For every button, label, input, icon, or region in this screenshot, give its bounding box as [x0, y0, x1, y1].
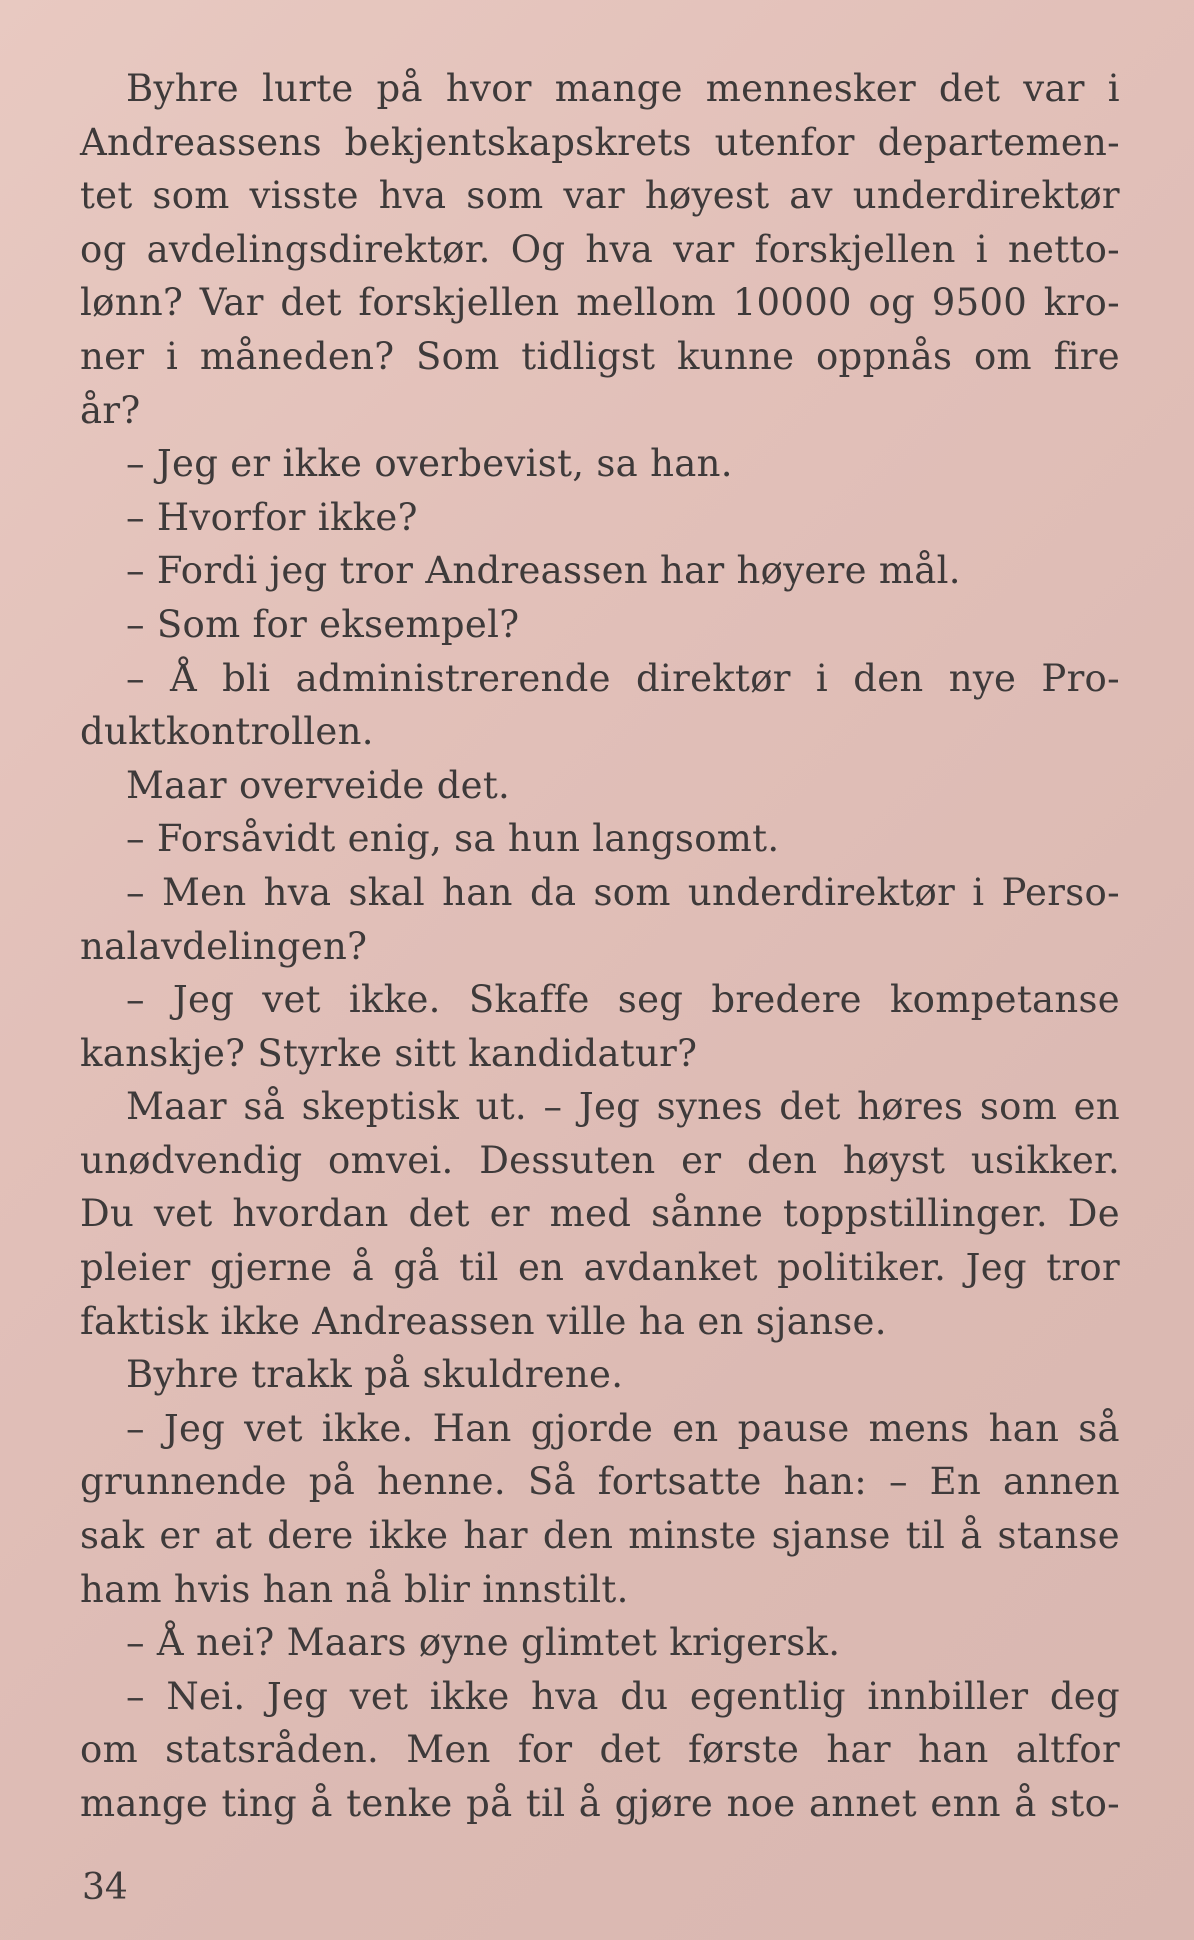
word: minste	[628, 1514, 757, 1558]
text-line	[80, 652, 1120, 706]
word: Og	[510, 227, 566, 271]
word: lurte	[261, 67, 354, 110]
text-line: – Å nei? Maars øyne glimtet krigersk.	[126, 1621, 841, 1665]
word: mange	[80, 1782, 209, 1825]
word: på	[376, 67, 423, 110]
text-line	[80, 1670, 1120, 1724]
word: på	[308, 1460, 356, 1504]
word: enn	[930, 1782, 1001, 1825]
word: Så	[527, 1460, 576, 1504]
word: han	[917, 1728, 989, 1772]
word: Maar	[126, 1085, 227, 1129]
word: bli	[222, 656, 271, 700]
word: fortsatte	[597, 1460, 762, 1504]
text-line	[80, 1723, 1120, 1777]
word: var	[673, 227, 735, 271]
word: –	[126, 1674, 145, 1718]
text-line	[80, 1187, 1120, 1241]
word: Pro-	[1041, 656, 1120, 700]
word: i	[975, 227, 988, 271]
word: for	[517, 1728, 573, 1772]
text-line: nalavdelingen?	[80, 924, 368, 968]
word: tet	[80, 174, 133, 218]
word: er	[159, 1514, 200, 1558]
word: direktør	[636, 656, 791, 700]
word: 9500	[931, 281, 1028, 325]
word: forskjellen	[754, 227, 956, 271]
word: hva	[263, 870, 332, 914]
word: dere	[267, 1514, 354, 1558]
word: Jeg	[172, 978, 235, 1022]
word: Men	[161, 870, 247, 914]
word: visste	[249, 174, 359, 218]
word: er	[681, 1138, 722, 1182]
word: Du	[80, 1192, 135, 1236]
text-line	[80, 116, 1120, 170]
word: høyest	[644, 174, 770, 218]
word: Perso-	[1001, 870, 1120, 914]
word: høres	[857, 1085, 964, 1129]
word: høyst	[842, 1138, 946, 1182]
word: oppnås	[815, 334, 953, 378]
word: tenke	[346, 1782, 453, 1825]
word: å	[960, 1514, 983, 1558]
word: skeptisk	[301, 1085, 460, 1129]
word: å	[1014, 1782, 1037, 1825]
word: Som	[416, 334, 500, 378]
word: seg	[617, 978, 684, 1022]
word: annen	[1003, 1460, 1120, 1504]
word: gjøre	[614, 1782, 714, 1825]
word: unødvendig	[80, 1138, 303, 1182]
word: tror	[1046, 1246, 1120, 1290]
word: statsråden.	[165, 1728, 380, 1772]
text-line: duktkontrollen.	[80, 710, 374, 754]
text-line: Maar overveide det.	[126, 763, 511, 807]
word: politiker.	[777, 1246, 947, 1290]
word: på	[466, 1782, 513, 1825]
word: har	[463, 1514, 528, 1558]
word: Han	[432, 1406, 512, 1450]
text-line	[80, 62, 1120, 116]
word: som	[152, 174, 230, 218]
word: noe	[726, 1782, 796, 1825]
text-line	[80, 223, 1120, 277]
word: pause	[737, 1406, 850, 1450]
word: til	[525, 1782, 566, 1825]
word: Skaffe	[468, 978, 590, 1022]
word: å	[578, 1782, 602, 1825]
word: ikke.	[321, 1406, 414, 1450]
word: som	[593, 870, 671, 914]
word: altfor	[1015, 1728, 1120, 1772]
word: i	[1107, 67, 1120, 110]
word: kunne	[676, 334, 795, 378]
word: at	[214, 1514, 253, 1558]
word: i	[972, 870, 985, 914]
text-line: faktisk ikke Andreassen ville ha en sjanse.	[80, 1299, 887, 1343]
word: Jeg	[266, 1674, 329, 1718]
word: usikker.	[970, 1138, 1120, 1182]
word: fire	[1053, 334, 1120, 378]
text-line	[80, 330, 1120, 384]
word: om	[973, 334, 1032, 378]
word: det	[779, 1085, 841, 1129]
word: han	[988, 1406, 1060, 1450]
word: å	[310, 1782, 333, 1825]
word: nye	[948, 656, 1017, 700]
word: ting	[221, 1782, 297, 1825]
word: tidligst	[521, 334, 656, 378]
word: Jeg	[163, 1406, 226, 1450]
word: Andreassens	[80, 120, 322, 164]
word: den	[853, 656, 924, 700]
word: til	[459, 1246, 499, 1290]
word: gå	[393, 1246, 440, 1290]
word: som	[466, 174, 544, 218]
word: i	[815, 656, 829, 700]
word: han	[442, 870, 513, 914]
word: innbiller	[867, 1674, 1029, 1718]
word: en	[517, 1246, 565, 1290]
text-line	[80, 1241, 1120, 1295]
word: så	[1078, 1406, 1120, 1450]
word: med	[549, 1192, 632, 1236]
word: gjerne	[210, 1246, 333, 1290]
word: og	[868, 281, 916, 325]
word: –	[888, 1460, 908, 1504]
word: netto-	[1007, 227, 1120, 271]
word: kro-	[1043, 281, 1120, 325]
word: da	[529, 870, 577, 914]
word: hva	[585, 227, 654, 271]
word: sto-	[1050, 1782, 1120, 1825]
word: utenfor	[714, 120, 855, 164]
word: måneden?	[199, 334, 395, 378]
word: sak	[80, 1514, 145, 1558]
word: en	[1073, 1085, 1120, 1129]
word: skal	[348, 870, 426, 914]
word: hva	[378, 174, 447, 218]
word: en	[672, 1406, 719, 1450]
text-line	[80, 1080, 1120, 1134]
word: mens	[868, 1406, 970, 1450]
text-line	[80, 1777, 1120, 1831]
word: omvei.	[328, 1138, 454, 1182]
word: 10000	[732, 281, 852, 325]
word: ut.	[475, 1085, 527, 1129]
word: –	[543, 1085, 563, 1129]
word: hvor	[445, 67, 532, 110]
word: toppstillinger.	[782, 1192, 1048, 1236]
word: De	[1067, 1192, 1120, 1236]
word: grunnende	[80, 1460, 287, 1504]
text-line	[80, 276, 1120, 330]
word: sjanse	[771, 1514, 891, 1558]
word: vet	[153, 1192, 213, 1236]
word: Men	[406, 1728, 491, 1772]
word: den	[746, 1138, 818, 1182]
word: han:	[783, 1460, 868, 1504]
word: til	[905, 1514, 946, 1558]
word: pleier	[80, 1246, 191, 1290]
word: og	[80, 227, 127, 271]
word: –	[126, 870, 145, 914]
word: henne.	[377, 1460, 506, 1504]
body-text	[80, 62, 1120, 1831]
word: den	[542, 1514, 614, 1558]
word: Dessuten	[479, 1138, 656, 1182]
word: ikke.	[348, 978, 441, 1022]
word: vet	[244, 1406, 303, 1450]
word: synes	[656, 1085, 763, 1129]
word: avdelingsdirektør.	[146, 227, 491, 271]
text-line	[80, 973, 1120, 1027]
word: du	[620, 1674, 669, 1718]
word: det	[408, 1192, 470, 1236]
word: av	[789, 174, 833, 218]
word: å	[351, 1246, 375, 1290]
word: det	[280, 281, 342, 325]
word: har	[826, 1728, 891, 1772]
word: Var	[199, 281, 264, 325]
word: bekjentskapskrets	[344, 120, 692, 164]
word: det	[599, 1728, 661, 1772]
word: –	[126, 978, 145, 1022]
word: En	[929, 1460, 982, 1504]
word: som	[979, 1085, 1058, 1129]
word: om	[80, 1728, 138, 1772]
word: ikke	[368, 1514, 449, 1558]
text-line	[80, 866, 1120, 920]
word: kompetanse	[889, 978, 1120, 1022]
word: departemen-	[877, 120, 1120, 164]
word: annet	[808, 1782, 917, 1825]
word: mange	[554, 67, 683, 110]
text-line: år?	[80, 388, 141, 432]
word: mellom	[576, 281, 717, 325]
word: stanse	[997, 1514, 1120, 1558]
text-line	[80, 1455, 1120, 1509]
page-number: 34	[82, 1867, 128, 1908]
word: i	[166, 334, 179, 378]
word: administrerende	[295, 656, 611, 700]
word: underdirektør	[852, 174, 1120, 218]
word: var	[1023, 67, 1085, 110]
word: egentlig	[689, 1674, 846, 1718]
text-line: – Hvorfor ikke?	[126, 495, 418, 539]
text-line: – Fordi jeg tror Andreassen har høyere mål.	[126, 549, 961, 593]
text-line: Byhre trakk på skuldrene.	[126, 1353, 624, 1397]
word: mennesker	[705, 67, 916, 110]
word: bredere	[711, 978, 862, 1022]
text-line: ham hvis han nå blir innstilt.	[80, 1567, 629, 1611]
text-line	[80, 1402, 1120, 1456]
word: hvordan	[232, 1192, 389, 1236]
text-line	[80, 1509, 1120, 1563]
word: –	[126, 1406, 145, 1450]
text-line	[80, 169, 1120, 223]
word: Byhre	[126, 67, 240, 110]
word: Jeg	[578, 1085, 641, 1129]
word: første	[688, 1728, 800, 1772]
word: gjorde	[530, 1406, 654, 1450]
word: Jeg	[965, 1246, 1027, 1290]
text-line: – Jeg er ikke overbevist, sa han.	[126, 442, 733, 486]
word: lønn?	[80, 281, 184, 325]
word: var	[563, 174, 625, 218]
word: vet	[349, 1674, 409, 1718]
word: Nei.	[166, 1674, 246, 1718]
word: ner	[80, 334, 145, 378]
word: underdirektør	[687, 870, 956, 914]
text-line: – Som for eksempel?	[126, 602, 520, 646]
word: så	[243, 1085, 286, 1129]
word: vet	[262, 978, 321, 1022]
word: avdanket	[583, 1246, 758, 1290]
word: ikke	[429, 1674, 510, 1718]
word: forskjellen	[358, 281, 560, 325]
word: det	[938, 67, 1001, 110]
word: sånne	[651, 1192, 764, 1236]
text-line: kanskje? Styrke sitt kandidatur?	[80, 1031, 698, 1075]
word: er	[489, 1192, 530, 1236]
text-line: – Forsåvidt enig, sa hun langsomt.	[126, 817, 780, 861]
text-line	[80, 1134, 1120, 1188]
word: hva	[531, 1674, 599, 1718]
word: –	[126, 656, 145, 700]
word: Å	[169, 656, 197, 700]
word: deg	[1049, 1674, 1120, 1718]
